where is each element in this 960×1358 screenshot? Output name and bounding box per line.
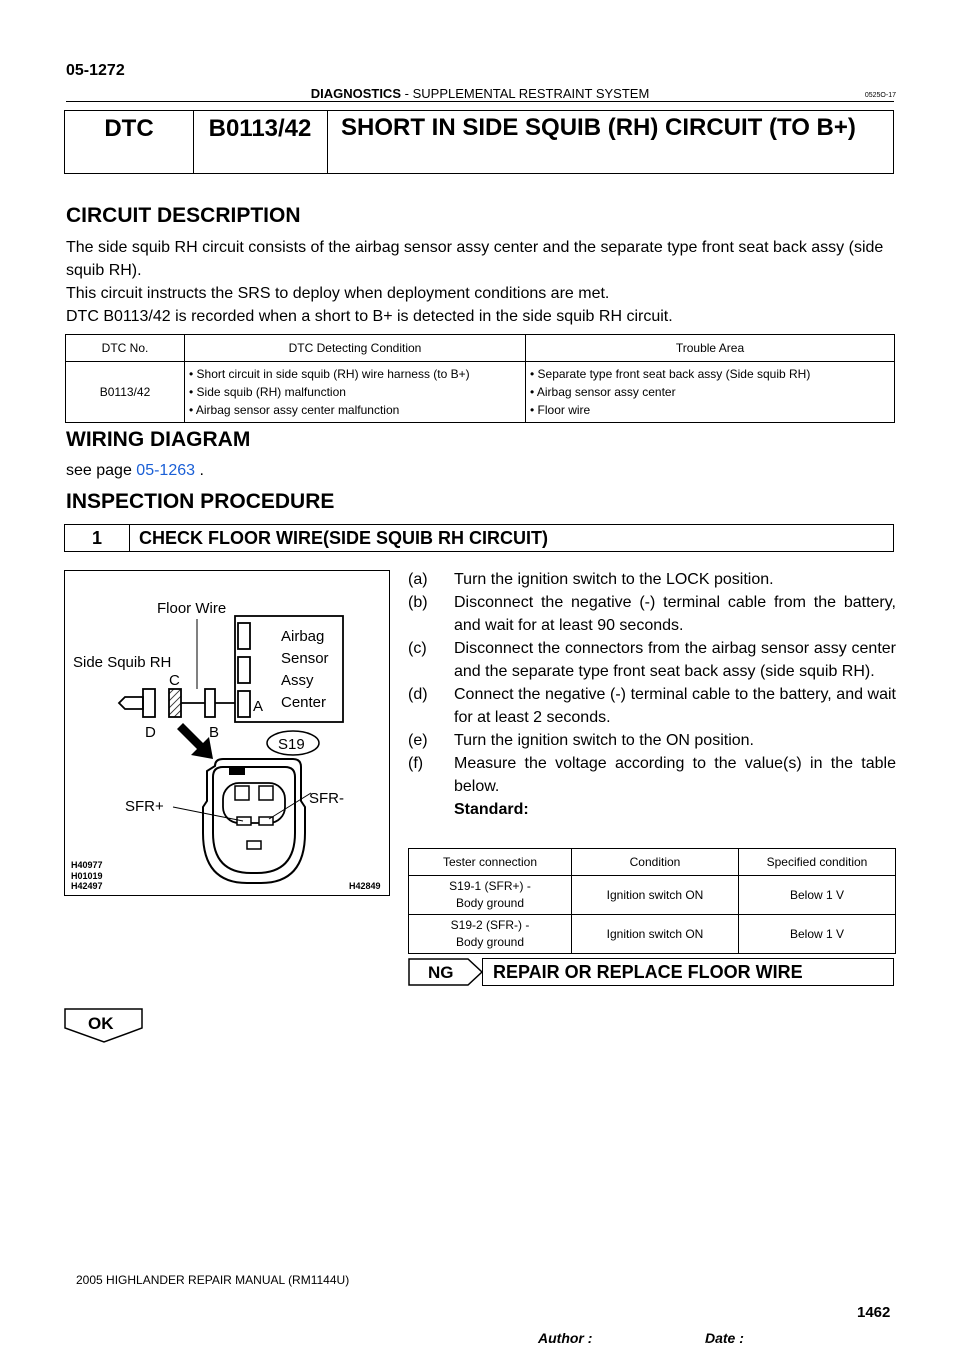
- step-key: (f): [408, 755, 424, 772]
- footer-page-number: 1462: [857, 1304, 891, 1321]
- tester-connection-cell: [409, 915, 572, 954]
- table-row: [409, 915, 896, 954]
- spec-table-header-cell: Condition: [572, 849, 739, 876]
- ok-label: OK: [88, 1014, 114, 1033]
- list-item: • Side squib (RH) malfunction: [189, 385, 346, 399]
- ok-arrow-shape: [64, 1008, 144, 1044]
- airbag-label: Airbag: [281, 628, 325, 645]
- connector-figure: [64, 570, 390, 896]
- circuit-description-p1: The side squib RH circuit consists of the airbag sensor assy center and the separate type front seat back assy (side squib RH).: [66, 239, 884, 279]
- spec-table-header-cell: Specified condition: [739, 849, 896, 876]
- running-header: [66, 86, 894, 101]
- sensor-pin: [238, 657, 250, 683]
- standard-row: [408, 798, 896, 821]
- spec-table-header: [409, 849, 896, 876]
- step-text: Measure the voltage according to the value(s) in the table below.: [454, 755, 896, 795]
- connection-line: Body ground: [455, 896, 525, 910]
- see-page-prefix: see page: [66, 462, 132, 479]
- pin-a-label: A: [253, 698, 264, 715]
- dtc-table-header-cell: DTC No.: [66, 335, 185, 362]
- sfr-plus-label: SFR+: [125, 798, 164, 815]
- key-slot: [247, 841, 261, 849]
- header-code: 0525O-17: [864, 92, 896, 99]
- sensor-pin: [238, 623, 250, 649]
- direction-arrow-icon: [177, 723, 213, 759]
- dtc-code: B0113/42: [193, 111, 328, 173]
- squib-plug: [119, 697, 143, 709]
- dtc-table-header: [66, 335, 895, 362]
- list-item: • Floor wire: [530, 403, 591, 417]
- connector-c: [169, 689, 181, 717]
- watermark: carmanualsonline.info: [600, 1340, 727, 1355]
- list-item: • Short circuit in side squib (RH) wire harness (to B+): [189, 367, 470, 381]
- sfr-minus-label: SFR-: [309, 790, 344, 807]
- page-number: 05-1272: [66, 62, 125, 79]
- assy-label: Assy: [281, 672, 314, 689]
- specified-condition-cell: Below 1 V: [739, 915, 896, 954]
- terminal-latch: [235, 786, 249, 800]
- dtc-description: SHORT IN SIDE SQUIB (RH) CIRCUIT (TO B+): [341, 114, 856, 141]
- floor-wire-label: Floor Wire: [157, 600, 227, 617]
- page-link[interactable]: 05-1263: [136, 462, 196, 479]
- step-key: (e): [408, 732, 428, 749]
- terminal-cavity: [223, 783, 285, 823]
- figure-id: H42849: [349, 881, 381, 891]
- ok-indicator: [64, 1008, 144, 1049]
- manual-footer: 2005 HIGHLANDER REPAIR MANUAL (RM1144U): [76, 1273, 350, 1287]
- dtc-table-header-cell: Trouble Area: [526, 335, 895, 362]
- wiring-diagram-heading: WIRING DIAGRAM: [66, 428, 251, 451]
- dtc-table: [65, 334, 895, 423]
- side-squib-label: Side Squib RH: [73, 654, 172, 671]
- step-text: Connect the negative (-) terminal cable to the battery, and wait for at least 2 seconds.: [454, 686, 896, 726]
- header-rule: [66, 101, 894, 102]
- lock-tab: [229, 767, 245, 775]
- subsection-name: SUPPLEMENTAL RESTRAINT SYSTEM: [412, 86, 650, 101]
- sensor-label: Sensor: [281, 650, 329, 667]
- list-item: [408, 752, 896, 798]
- list-item: [408, 637, 896, 683]
- figure-ref: H40977: [71, 860, 103, 870]
- dtc-condition-cell: [185, 362, 526, 423]
- author-label: Author :: [538, 1330, 593, 1346]
- trouble-area-cell: [526, 362, 895, 423]
- terminal-latch: [259, 786, 273, 800]
- step-header: [64, 524, 894, 552]
- dtc-table-header-cell: DTC Detecting Condition: [185, 335, 526, 362]
- circuit-description-p2: This circuit instructs the SRS to deploy when deployment conditions are met.: [66, 285, 610, 302]
- pin-d-label: D: [145, 724, 156, 741]
- center-label: Center: [281, 694, 327, 711]
- step-text: Disconnect the connectors from the airbag sensor assy center and the separate type front seat back assy (side squib RH).: [454, 640, 896, 680]
- procedure-steps: [408, 568, 896, 821]
- header-dash: -: [404, 86, 409, 101]
- spec-table-header-cell: Tester connection: [409, 849, 572, 876]
- specified-condition-cell: Below 1 V: [739, 876, 896, 915]
- sensor-pin: [238, 691, 250, 717]
- connection-line: S19-2 (SFR-) -: [450, 918, 530, 932]
- condition-cell: Ignition switch ON: [572, 915, 739, 954]
- connector-b: [205, 689, 215, 717]
- inspection-procedure-heading: INSPECTION PROCEDURE: [66, 490, 335, 513]
- step-text: Turn the ignition switch to the ON position.: [454, 732, 754, 749]
- section-name: DIAGNOSTICS: [310, 86, 401, 101]
- list-item: • Separate type front seat back assy (Side squib RH): [530, 367, 811, 381]
- ng-arrow-shape: [408, 958, 484, 986]
- step-key: (d): [408, 686, 428, 703]
- sfr-plus-leader: [173, 807, 243, 821]
- figure-ref: H42497: [71, 881, 103, 891]
- pin-c-label: C: [169, 672, 180, 689]
- wiring-see-page: [66, 459, 896, 482]
- condition-cell: Ignition switch ON: [572, 876, 739, 915]
- step-number: 1: [65, 525, 130, 551]
- connector-diagram: [65, 571, 388, 894]
- list-item: • Airbag sensor assy center: [530, 385, 676, 399]
- circuit-description-heading: CIRCUIT DESCRIPTION: [66, 204, 301, 227]
- list-item: [408, 591, 896, 637]
- list-item: [408, 568, 896, 591]
- dtc-title-box: [64, 110, 894, 174]
- tester-connection-cell: [409, 876, 572, 915]
- connection-line: Body ground: [455, 935, 525, 949]
- connector-code: S19: [278, 736, 305, 753]
- ng-indicator: [408, 958, 484, 991]
- step-key: (c): [408, 640, 427, 657]
- connection-line: S19-1 (SFR+) -: [449, 879, 531, 893]
- pin-b-label: B: [209, 724, 220, 741]
- circuit-description-text: [66, 236, 896, 328]
- connector-face-outer: [203, 759, 305, 883]
- list-item: • Airbag sensor assy center malfunction: [189, 403, 400, 417]
- see-page-suffix: .: [199, 462, 204, 479]
- table-row: [66, 362, 895, 423]
- ng-label: NG: [428, 963, 454, 982]
- step-key: (a): [408, 571, 428, 588]
- spec-table: [408, 848, 896, 954]
- dtc-label: DTC: [65, 111, 194, 173]
- list-item: [408, 729, 896, 752]
- list-item: [408, 683, 896, 729]
- figure-ref: H01019: [71, 871, 103, 881]
- circuit-description-p3: DTC B0113/42 is recorded when a short to B+ is detected in the side squib RH circuit.: [66, 308, 673, 325]
- step-text: Turn the ignition switch to the LOCK position.: [454, 571, 774, 588]
- connector-d: [143, 689, 155, 717]
- terminal-1: [237, 817, 251, 825]
- step-text: Disconnect the negative (-) terminal cable from the battery, and wait for at least 90 seconds.: [454, 594, 896, 634]
- ng-action: REPAIR OR REPLACE FLOOR WIRE: [482, 958, 894, 986]
- step-title: CHECK FLOOR WIRE(SIDE SQUIB RH CIRCUIT): [139, 528, 548, 548]
- standard-label: Standard:: [454, 801, 529, 818]
- dtc-number-cell: B0113/42: [66, 362, 185, 423]
- date-label: Date :: [705, 1330, 744, 1346]
- table-row: [409, 876, 896, 915]
- step-key: (b): [408, 594, 428, 611]
